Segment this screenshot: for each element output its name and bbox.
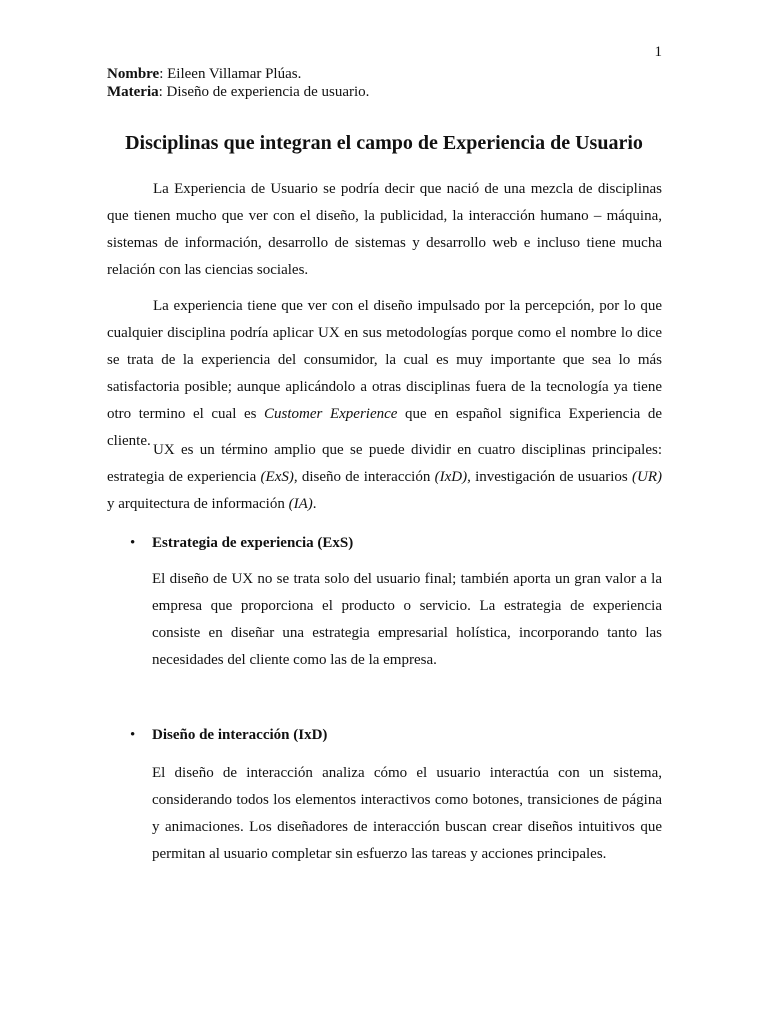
page-number: 1 bbox=[654, 44, 662, 60]
bullet-1-label: Estrategia de experiencia (ExS) bbox=[152, 535, 354, 551]
subject-value: : Diseño de experiencia de usuario. bbox=[158, 84, 370, 100]
paragraph-3-text-5: . bbox=[312, 496, 317, 512]
document-title: Disciplinas que integran el campo de Experiencia de Usuario bbox=[125, 132, 643, 154]
paragraph-3-text-2: , diseño de interacción bbox=[293, 469, 435, 485]
subject-line bbox=[107, 82, 369, 102]
paragraph-3-text-4: y arquitectura de información bbox=[107, 496, 289, 512]
subject-label: Materia bbox=[107, 84, 159, 100]
bullet-dot-icon: • bbox=[130, 535, 136, 551]
paragraph-3-text-3: , investigación de usuarios bbox=[467, 469, 633, 485]
paragraph-1 bbox=[107, 176, 662, 284]
paragraph-2-text: La experiencia tiene que ver con el diseño impulsado por la percepción, por lo que cualquier disciplina podría aplicar UX en sus metodologías porque como el nombre lo dice se trata de la experiencia del consumidor, la cual es muy importante que sea lo más satisfactoria posible; aunque aplicándolo a otras disciplinas fuera de la tecnología ya tiene otro termino el cual es bbox=[107, 298, 662, 422]
paragraph-1-text: La Experiencia de Usuario se podría decir que nació de una mezcla de disciplinas que tienen mucho que ver con el diseño, la publicidad, la interacción humano – máquina, sistemas de información, desarrollo de sistemas y desarrollo web e incluso tiene mucha relación con las ciencias sociales. bbox=[107, 181, 662, 278]
name-value: : Eileen Villamar Plúas. bbox=[159, 66, 302, 82]
bullet-1-text: El diseño de UX no se trata solo del usuario final; también aporta un gran valor a la empresa que proporciona el producto o servicio. La estrategia de experiencia consiste en diseñar una estrategia empresarial holística, incorporando tanto las necesidades del cliente como las de la empresa. bbox=[152, 571, 662, 668]
name-label: Nombre bbox=[107, 66, 160, 82]
bullet-2-label: Diseño de interacción (IxD) bbox=[152, 727, 328, 743]
paragraph-3-text-1: UX es un término amplio que se puede dividir en cuatro disciplinas principales: estrategia de experiencia bbox=[107, 442, 662, 485]
paragraph-3-abbr-exs: (ExS) bbox=[260, 469, 294, 485]
name-line bbox=[107, 64, 301, 84]
paragraph-3-abbr-ur: (UR) bbox=[632, 469, 663, 485]
bullet-2-text: El diseño de interacción analiza cómo el usuario interactúa con un sistema, considerando todos los elementos interactivos como botones, transiciones de página y animaciones. Los diseñadores de interacción buscan crear diseños intuitivos que permitan al usuario completar sin esfuerzo las tareas y acciones principales. bbox=[152, 765, 662, 862]
bullet-dot-icon: • bbox=[130, 727, 136, 743]
paragraph-2 bbox=[107, 293, 662, 455]
paragraph-2-italic: Customer Experience bbox=[264, 406, 398, 422]
paragraph-2-tail: que en español significa Experiencia de cliente. bbox=[107, 406, 663, 449]
paragraph-3-abbr-ixd: (IxD) bbox=[434, 469, 468, 485]
paragraph-3 bbox=[107, 437, 662, 518]
paragraph-3-abbr-ia: (IA) bbox=[288, 496, 313, 512]
